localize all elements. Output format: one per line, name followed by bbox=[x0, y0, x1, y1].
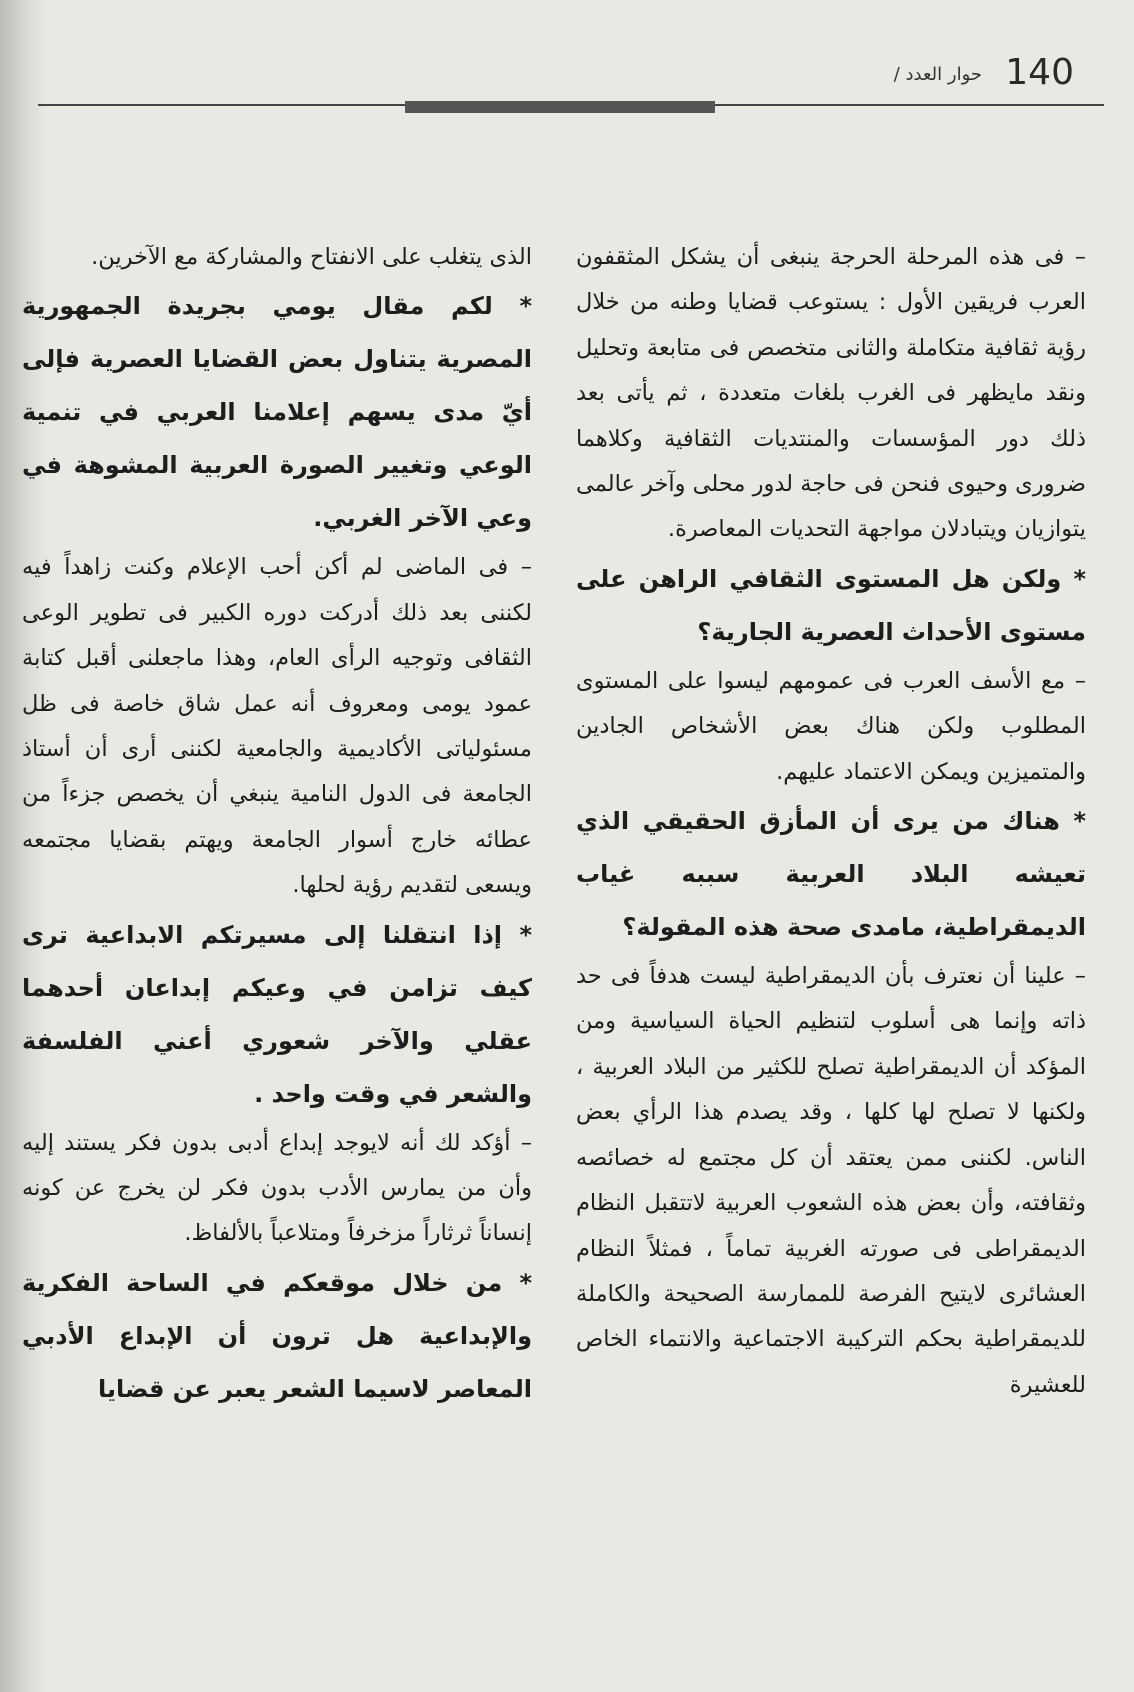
question-paragraph: * من خلال موقعكم في الساحة الفكرية والإبداعية هل ترون أن الإبداع الأدبي المعاصر لاسيما الشعر يعبر عن قضايا bbox=[22, 1268, 532, 1403]
section-title: / حوار العدد bbox=[893, 64, 982, 85]
left-column bbox=[22, 235, 532, 1416]
question-paragraph: * إذا انتقلنا إلى مسيرتكم الابداعية ترى كيف تزامن في وعيكم إبداعان أحدهما عقلي والآخر شعوري أعني الفلسفة والشعر في وقت واحد . bbox=[22, 920, 532, 1108]
answer-paragraph: – فى هذه المرحلة الحرجة ينبغى أن يشكل المثقفون العرب فريقين الأول : يستوعب قضايا وطنه من خلال رؤية ثقافية متكاملة والثانى متخصص فى متابعة وتحليل ونقد مايظهر فى الغرب بلغات متعددة ، ثم يأتى بعد ذلك دور المؤسسات والمنتديات الثقافية وكلاهما ضرورى وحيوى فنحن فى حاجة لدور محلى وآخر عالمى يتوازيان ويتبادلان مواجهة التحديات المعاصرة. bbox=[576, 244, 1086, 543]
answer-paragraph: الذى يتغلب على الانفتاح والمشاركة مع الآخرين. bbox=[91, 244, 532, 270]
question-paragraph: * ولكن هل المستوى الثقافي الراهن على مستوى الأحداث العصرية الجارية؟ bbox=[576, 564, 1086, 646]
question-paragraph: * لكم مقال يومي بجريدة الجمهورية المصرية يتناول بعض القضايا العصرية فإلى أيّ مدى يسهم إعلامنا العربي في تنمية الوعي وتغيير الصورة العربية المشوهة في وعي الآخر الغربي. bbox=[22, 292, 532, 533]
right-column bbox=[576, 235, 1086, 1408]
answer-paragraph: – فى الماضى لم أكن أحب الإعلام وكنت زاهداً فيه لكننى بعد ذلك أدركت دوره الكبير فى تطوير الوعى الثقافى وتوجيه الرأى العام، وهذا ماجعلنى أقبل كتابة عمود يومى ومعروف أنه عمل شاق خاصة فى ظل مسئولياتى الأكاديمية والجامعية لكننى أرى أن أستاذ الجامعة فى الدول النامية ينبغي أن يخصص جزءاً من عطائه خارج أسوار الجامعة ويهتم بقضايا مجتمعه ويسعى لتقديم رؤية لحلها. bbox=[22, 554, 532, 899]
answer-paragraph: – مع الأسف العرب فى عمومهم ليسوا على المستوى المطلوب ولكن هناك بعض الأشخاص الجادين والمتميزين ويمكن الاعتماد عليهم. bbox=[576, 667, 1086, 785]
answer-paragraph: – أؤكد لك أنه لايوجد إبداع أدبى بدون فكر يستند إليه وأن من يمارس الأدب بدون فكر لن يخرج عن كونه إنساناً ثرثاراً مزخرفاً ومتلاعباً بالألفاظ. bbox=[22, 1129, 532, 1247]
page-header bbox=[60, 46, 1074, 102]
answer-paragraph: – علينا أن نعترف بأن الديمقراطية ليست هدفاً فى حد ذاته وإنما هى أسلوب لتنظيم الحياة السياسية ومن المؤكد أن الديمقراطية تصلح للكثير من البلاد العربية ، ولكنها لا تصلح لها كلها ، وقد يصدم هذا الرأي بعض الناس. لكننى ممن يعتقد أن كل مجتمع له خصائصه وثقافته، وأن بعض هذه الشعوب العربية لاتتقبل النظام الديمقراطى فى صورته الغربية تماماً ، فمثلاً النظام العشائرى لايتيح الفرصة للممارسة الصحيحة والكاملة للديمقراطية بحكم التركيبة الاجتماعية والانتماء الخاص للعشيرة bbox=[576, 963, 1086, 1398]
question-paragraph: * هناك من يرى أن المأزق الحقيقي الذي تعيشه البلاد العربية سببه غياب الديمقراطية، مامدى صحة هذه المقولة؟ bbox=[576, 807, 1086, 942]
page-number: 140 bbox=[1005, 52, 1074, 93]
header-bar bbox=[405, 101, 715, 113]
